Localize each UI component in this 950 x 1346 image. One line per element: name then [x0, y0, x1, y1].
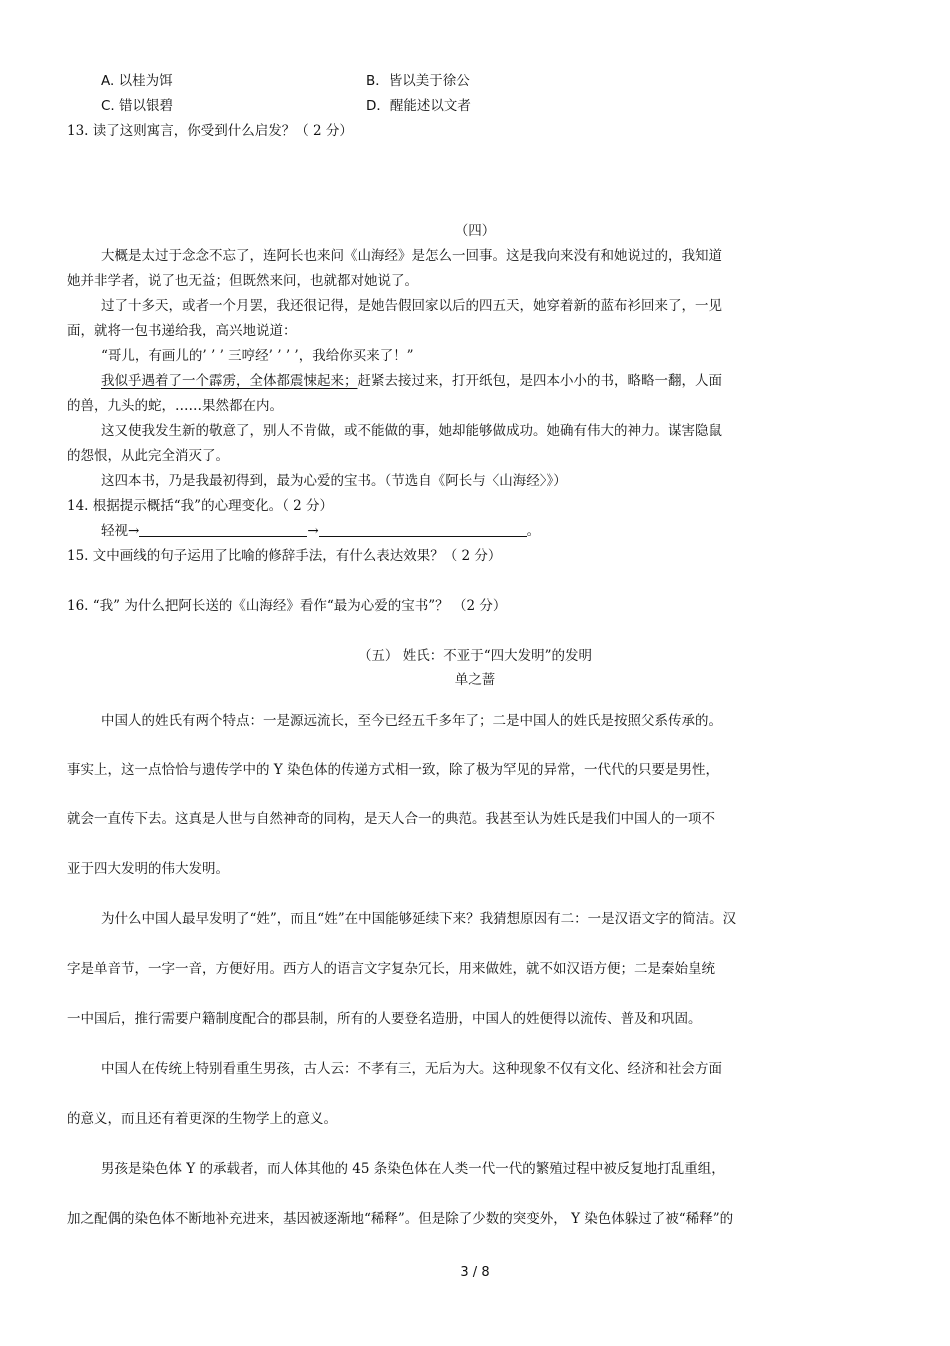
sec4-para3: “哥儿，有画儿的’ ’ ’ 三哼经’ ’ ’ ’，我给你买来了！” — [101, 348, 414, 364]
sec5-line-8: 中国人在传统上特别看重生男孩，古人云：不孝有三，无后为大。这种现象不仅有文化、经济和社会方面 — [101, 1061, 722, 1077]
sec4-para5-line1: 这又使我发生新的敬意了，别人不肯做，或不能做的事，她却能够做成功。她确有伟大的神力。谋害隐鼠 — [101, 423, 722, 439]
sec4-para1-line2: 她并非学者，说了也无益；但既然来问，也就都对她说了。 — [67, 273, 418, 289]
q12-option-d: D．醒能述以文者 — [366, 98, 471, 114]
question-14: 14. 根据提示概括“我”的心理变化。（ 2 分） — [67, 498, 333, 514]
section-5-title: （五） 姓氏：不亚于“四大发明”的发明 — [357, 648, 593, 664]
page-number: 3 / 8 — [460, 1265, 490, 1280]
question-15: 15. 文中画线的句子运用了比喻的修辞手法，有什么表达效果？（ 2 分） — [67, 548, 502, 564]
sec5-line-3: 就会一直传下去。这真是人世与自然神奇的同构，是天人合一的典范。我甚至认为姓氏是我们中国人的一项不 — [67, 811, 715, 827]
sec4-para6: 这四本书，乃是我最初得到，最为心爱的宝书。（节选自《阿长与〈山海经〉》） — [101, 473, 567, 489]
q12-option-a: A. 以桂为饵 — [101, 73, 173, 89]
section-5-author: 单之蔷 — [454, 672, 496, 688]
q14-answer-line — [101, 522, 540, 540]
sec4-para4-line2: 的兽，九头的蛇，……果然都在内。 — [67, 398, 283, 414]
sec5-line-2: 事实上，这一点恰恰与遗传学中的 Y 染色体的传递方式相一致，除了极为罕见的异常，一代代的只要是男性， — [67, 762, 719, 778]
q14-blank-1[interactable] — [139, 522, 307, 537]
sec4-para4-line1 — [101, 372, 722, 390]
sec5-line-11: 加之配偶的染色体不断地补充进来，基因被逐渐地“稀释”。但是除了少数的突变外， Y 染色体躲过了被“稀释”的 — [67, 1211, 734, 1227]
sec4-para2-line2: 面，就将一包书递给我，高兴地说道： — [67, 323, 297, 339]
sec4-para5-line2: 的怨恨，从此完全消灭了。 — [67, 448, 229, 464]
q12-option-c: C. 错以银碧 — [101, 98, 174, 114]
q14-blank-2[interactable] — [319, 522, 527, 537]
underlined-sentence: 我似乎遇着了一个霹雳，全体都震悚起来； — [101, 373, 358, 389]
sec5-line-10: 男孩是染色体 Y 的承载者，而人体其他的 45 条染色体在人类一代一代的繁殖过程中被反复地打乱重组， — [101, 1161, 725, 1177]
sec5-line-9: 的意义，而且还有着更深的生物学上的意义。 — [67, 1111, 337, 1127]
question-16: 16. “我” 为什么把阿长送的《山海经》看作“最为心爱的宝书”？ （2 分） — [67, 598, 507, 614]
sec4-para2-line1: 过了十多天，或者一个月罢，我还很记得，是她告假回家以后的四五天，她穿着新的蓝布衫回来了，一见 — [101, 298, 722, 314]
q14-arrow: → — [307, 523, 319, 539]
question-13: 13. 读了这则寓言，你受到什么启发？（ 2 分） — [67, 123, 353, 139]
q12-option-b: B．皆以美于徐公 — [366, 73, 470, 89]
sec5-line-7: 一中国后，推行需要户籍制度配合的郡县制，所有的人要登名造册，中国人的姓便得以流传、普及和巩固。 — [67, 1011, 702, 1027]
section-4-heading: （四） — [454, 223, 496, 239]
sec5-line-6: 字是单音节，一字一音，方便好用。西方人的语言文字复杂冗长，用来做姓，就不如汉语方便；二是秦始皇统 — [67, 961, 715, 977]
sec5-line-4: 亚于四大发明的伟大发明。 — [67, 861, 229, 877]
sec5-line-5: 为什么中国人最早发明了“姓”，而且“姓”在中国能够延续下来？我猜想原因有二：一是汉语文字的简洁。汉 — [101, 911, 737, 927]
q14-start-label: 轻视→ — [101, 523, 140, 539]
sec4-para1-line1: 大概是太过于念念不忘了，连阿长也来问《山海经》是怎么一回事。这是我向来没有和她说过的，我知道 — [101, 248, 722, 264]
q14-end: 。 — [526, 523, 541, 539]
sec5-line-1: 中国人的姓氏有两个特点：一是源远流长，至今已经五千多年了；二是中国人的姓氏是按照父系传承的。 — [101, 713, 722, 729]
sec4-para4-rest: 赶紧去接过来，打开纸包，是四本小小的书，略略一翻，人面 — [357, 373, 722, 389]
